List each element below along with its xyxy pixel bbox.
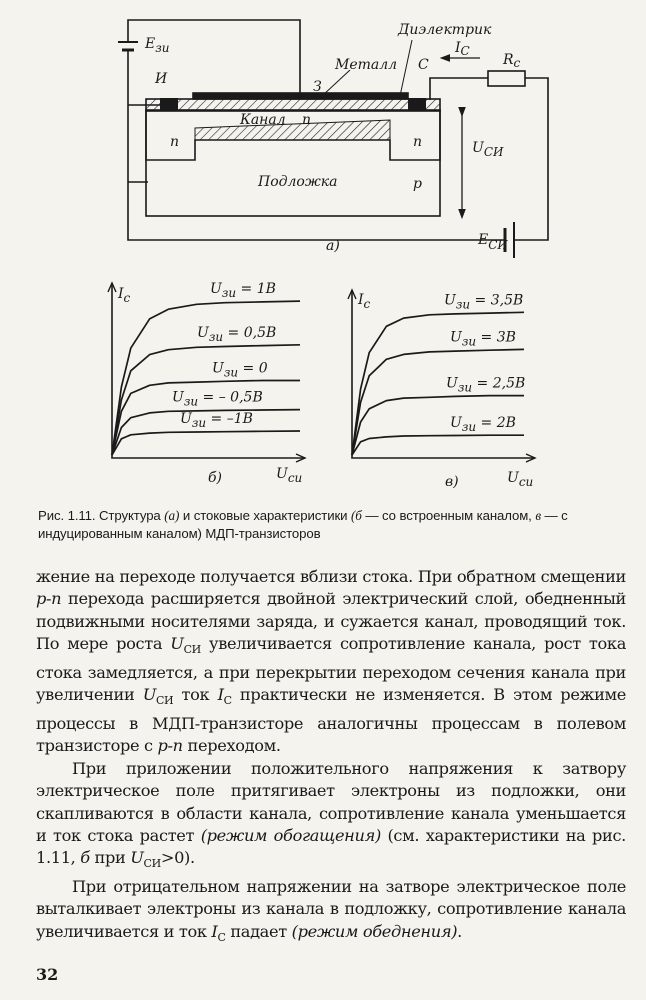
b-y-axis-label: Ic — [118, 286, 131, 305]
b-x-axis-label: Uси — [276, 466, 303, 485]
svg-text:Диэлектрик: Диэлектрик — [398, 22, 492, 38]
svg-text:И: И — [155, 71, 168, 87]
svg-text:Металл: Металл — [335, 57, 398, 73]
c-panel-label: в) — [445, 474, 459, 490]
characteristics-chart-c — [348, 290, 535, 490]
c-x-axis-label: Uси — [507, 470, 534, 489]
paragraph: жение на переходе получается вблизи стока. При обратном смещении p-n перехода расширяется двойной электрический слой, обедненный подвижными носителями заряда, и сужается канал, проводящий ток. По мере роста $U_{СИ}$ увеличивается сопротивление канала, рост тока стока замедляется, а при перекрытии переходом сечения канала при увеличении $U_{СИ}$ ток $I_С$ практически не изменяется. В этом режиме процессы в МДП-транзисторе аналогичны процессам в полевом транзисторе с p-n переходом. — [36, 567, 627, 756]
curve-series — [352, 349, 524, 455]
svg-text:а): а) — [326, 238, 340, 254]
svg-text:n: n — [170, 134, 180, 150]
b-panel-label: б) — [208, 470, 223, 486]
curve-label: Uзи = 2,5В — [446, 375, 526, 395]
paragraph: При отрицательном напряжении на затворе электрическое поле выталкивает электроны из канала в подложку, сопротивление канала увеличивается и ток $I_С$ падает (режим обеднения). — [36, 876, 626, 945]
structure-diagram — [118, 20, 548, 258]
curve-label: Uзи = 3,5В — [444, 292, 524, 312]
svg-text:С: С — [418, 57, 429, 73]
svg-text:IС: IС — [455, 40, 470, 58]
curve-label: Uзи = 0,5В — [197, 324, 277, 344]
curve-series — [352, 435, 524, 455]
c-y-axis-label: Ic — [358, 292, 371, 311]
svg-text:З: З — [313, 79, 322, 95]
paragraph: При приложении положительного напряжения к затвору электрическое поле притягивает электроны из подложки, они скапливаются в области канала, сопротивление канала уменьшается и ток стока растет (режим обогащения) (см. характеристики на рис. 1.11, б при $U_{СИ}>0$). — [36, 758, 626, 871]
svg-text:UСИ: UСИ — [472, 140, 504, 159]
svg-text:Подложка: Подложка — [258, 174, 338, 190]
curve-series — [112, 431, 300, 455]
svg-text:Rс: Rс — [503, 52, 521, 70]
svg-text:Канал: Канал — [240, 112, 286, 128]
characteristics-chart-b — [108, 281, 305, 486]
page-number: 32 — [36, 965, 59, 984]
curve-label: Uзи = 3В — [450, 329, 516, 349]
svg-text:EСИ: EСИ — [478, 232, 508, 252]
curve-label: Uзи = –1В — [180, 411, 253, 430]
svg-text:n: n — [302, 112, 312, 128]
svg-text:p: p — [413, 176, 422, 192]
body-text — [36, 566, 626, 949]
curve-label: Uзи = – 0,5В — [172, 389, 263, 409]
svg-text:n: n — [413, 134, 423, 150]
figure-caption: Рис. 1.11. Структура (а) и стоковые характеристики (б — со встроенным каналом, в — с индуцированным каналом) МДП-транзисторов — [38, 508, 568, 541]
curve-label: Uзи = 0 — [212, 360, 268, 380]
curve-label: Uзи = 1В — [210, 281, 276, 301]
svg-text:Eзи: Eзи — [145, 36, 170, 55]
curve-label: Uзи = 2В — [450, 415, 516, 435]
